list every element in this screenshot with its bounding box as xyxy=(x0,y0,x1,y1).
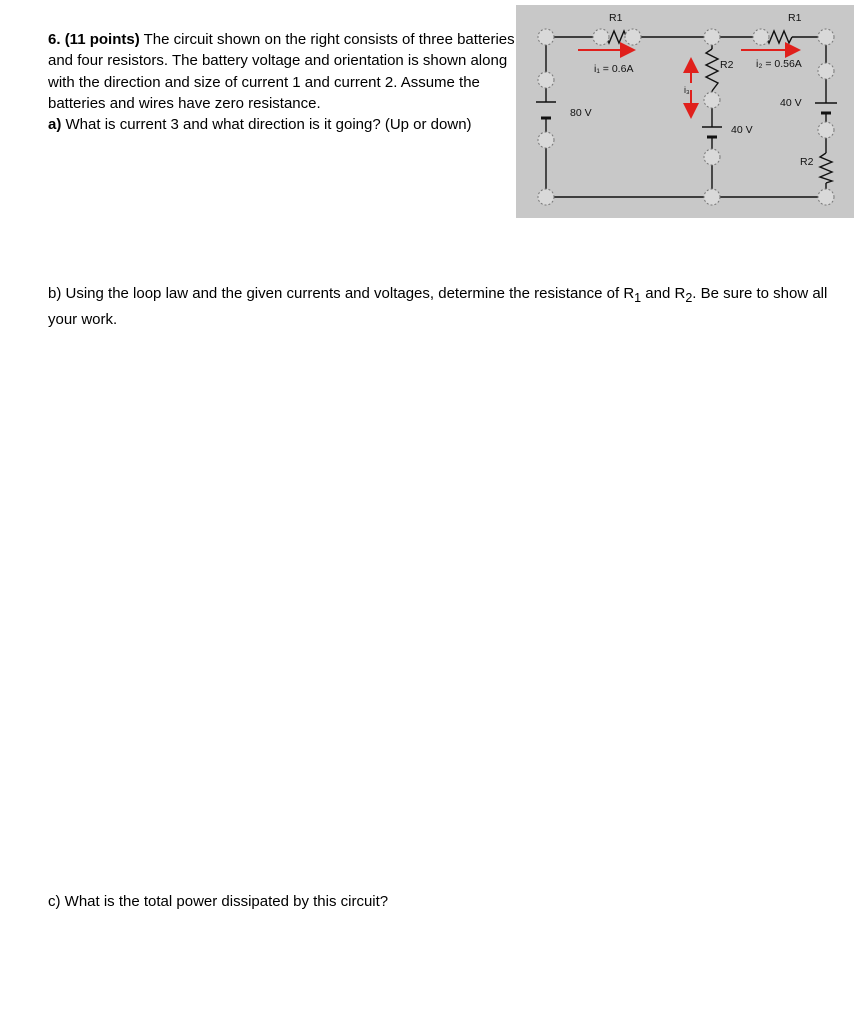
label-i3: i₃ xyxy=(684,85,690,95)
question-6-text xyxy=(48,29,518,135)
question-intro: The circuit shown on the right consists of three batteries and four resistors. The battery voltage and orientation is shown along with the direction and size of current 1 and current 2. Assume the batteries and wires have zero resistance. xyxy=(48,31,515,112)
part-b-text xyxy=(48,283,828,331)
part-b-subscript-2: 2 xyxy=(685,291,693,305)
label-v-right: 40 V xyxy=(780,97,802,109)
circuit-svg xyxy=(516,5,854,218)
part-b-subscript-1: 1 xyxy=(634,291,642,305)
circuit-diagram xyxy=(516,5,854,218)
label-i1: i₁ = 0.6A xyxy=(594,63,634,75)
label-i2: i₂ = 0.56A xyxy=(756,58,802,70)
label-r1-left: R1 xyxy=(609,12,623,24)
part-b-and: and R xyxy=(641,285,686,302)
question-number: 6. xyxy=(48,31,61,48)
part-b-text-before: b) Using the loop law and the given currents and voltages, determine the resistance of R xyxy=(48,285,635,302)
label-r2-middle: R2 xyxy=(720,59,734,71)
part-a-label: a) xyxy=(48,116,62,134)
label-v-left: 80 V xyxy=(570,107,592,119)
label-r1-right: R1 xyxy=(788,12,802,24)
part-c-text: c) What is the total power dissipated by this circuit? xyxy=(48,893,389,910)
label-v-middle: 40 V xyxy=(731,124,753,136)
part-b-text-after: . Be sure to show all your work. xyxy=(48,285,828,329)
label-r2-right: R2 xyxy=(800,156,814,168)
question-points: (11 points) xyxy=(64,31,140,48)
part-a-text: What is current 3 and what direction is it going? (Up or down) xyxy=(65,116,472,134)
